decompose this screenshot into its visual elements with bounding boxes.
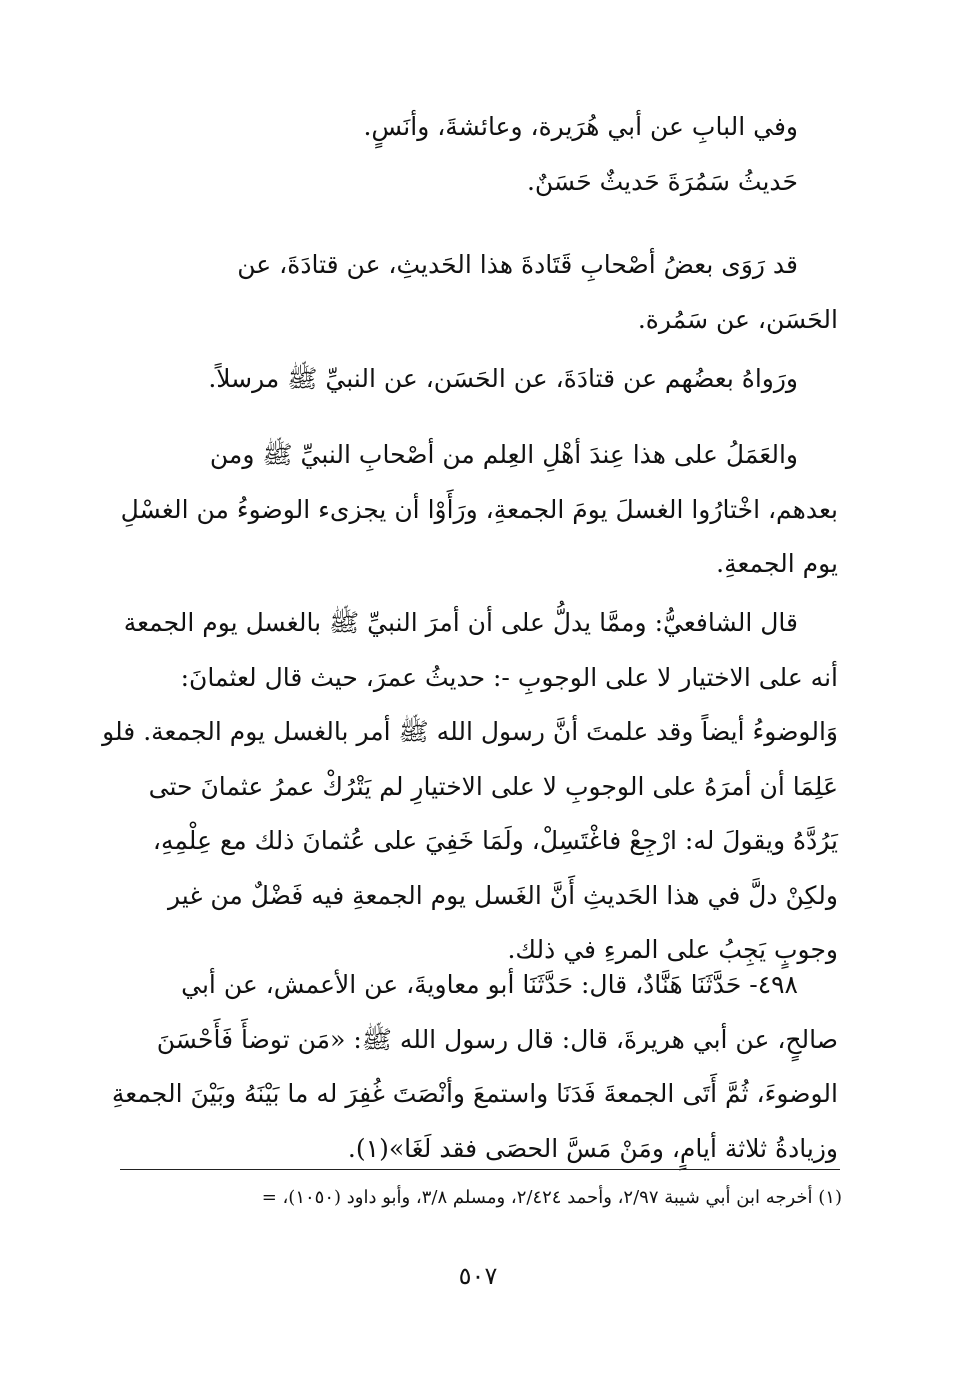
text-line: عَلِمَا أن أمرَهُ على الوجوبِ لا على الاختيارِ لم يَتْرُكْ عمرُ عثمانَ حتى bbox=[148, 771, 838, 801]
text-line: أنه على الاختيار لا على الوجوبِ -: حديثُ عمرَ، حيث قال لعثمانَ: bbox=[180, 662, 838, 692]
hadith-paragraph bbox=[111, 958, 838, 1176]
text-line: يوم الجمعةِ. bbox=[716, 549, 838, 578]
text-line: وَالوضوءُ أيضاً وقد علمتَ أنَّ رسول الله ﷺ أمر بالغسل يوم الجمعة. فلو bbox=[102, 717, 838, 746]
text-line: ٤٩٨- حَدَّثَنَا هَنَّادٌ، قال: حَدَّثَنَا أبو معاويةَ، عن الأعمش، عن أبي bbox=[181, 970, 798, 999]
text-line: الوضوءَ، ثُمَّ أَتَى الجمعةَ فَدَنَا واستمعَ وأنْصَتَ غُفِرَ له ما بَيْنَهُ وبَيْنَ الجمعةِ bbox=[111, 1079, 838, 1108]
text-line: والعَمَلُ على هذا عِندَ أهْلِ العِلم من أصْحابِ النبيِّ ﷺ ومن bbox=[209, 440, 798, 469]
main-text-4 bbox=[120, 428, 838, 592]
text-line: الحَسَن، عن سَمُرة. bbox=[637, 304, 838, 334]
paragraph bbox=[120, 428, 838, 592]
paragraph bbox=[102, 596, 838, 978]
text-line: وفي البابِ عن أبي هُرَيرة، وعائشةَ، وأنَسٍ. bbox=[363, 112, 798, 141]
paragraph bbox=[120, 100, 838, 155]
text-line: وجوبٍ يَجِبُ على المرءِ في ذلك. bbox=[507, 935, 838, 964]
text-line: يَرُدَّهُ ويقولَ له: ارْجِعْ فاغْتَسِلْ، ولَمَا خَفِيَ على عُثمانَ ذلك مع عِلْمِهِ، bbox=[152, 826, 838, 855]
text-line: وزيادةُ ثلاثة أيامٍ، ومَنْ مَسَّ الحصَى فقد لَغَا»(١). bbox=[347, 1133, 838, 1163]
page-number: ٥٠٧ bbox=[458, 1262, 498, 1290]
main-text-5 bbox=[102, 596, 838, 978]
text-line: قد رَوَى بعضُ أصْحابِ قَتَادةَ هذا الحَديثِ، عن قتادَةَ، عن bbox=[237, 250, 798, 279]
main-text-6 bbox=[111, 958, 838, 1176]
paragraph bbox=[120, 238, 838, 347]
text-line: ولكِنْ دلَّ في هذا الحَديثِ أَنَّ الغَسل يوم الجمعةِ فيه فَضْلٌ من غير bbox=[168, 880, 838, 910]
footnote-divider bbox=[120, 1169, 840, 1170]
main-text-3 bbox=[120, 352, 838, 407]
text-line: بعدهم، اخْتارُوا الغسلَ يومَ الجمعةِ، ورَأَوْا أن يجزىء الوضوءُ من الغسْلِ bbox=[120, 494, 838, 524]
text-line: قال الشافعيُّ: وممَّا يدلُّ على أن أمرَ النبيِّ ﷺ بالغسل يوم الجمعة bbox=[123, 608, 798, 637]
paragraph bbox=[120, 352, 838, 407]
main-text-2 bbox=[120, 238, 838, 347]
text-line: حَديثُ سَمُرَةَ حَديثٌ حَسَنٌ. bbox=[526, 166, 798, 196]
main-text bbox=[120, 100, 838, 209]
text-line: ورَواهُ بعضُهم عن قتادَةَ، عن الحَسَن، عن النبيِّ ﷺ مرسلاً. bbox=[208, 364, 798, 393]
text-line: صالحٍ، عن أبي هريرةَ، قال: قال رسول الله ﷺ: «مَن توضأَ فَأَحْسَنَ bbox=[156, 1024, 838, 1054]
footnote: (١) أخرجه ابن أبي شيبة ٢/٩٧، وأحمد ٢/٤٢٤، ومسلم ٣/٨، وأبو داود (١٠٥٠)، = bbox=[261, 1187, 842, 1208]
paragraph bbox=[120, 155, 838, 210]
